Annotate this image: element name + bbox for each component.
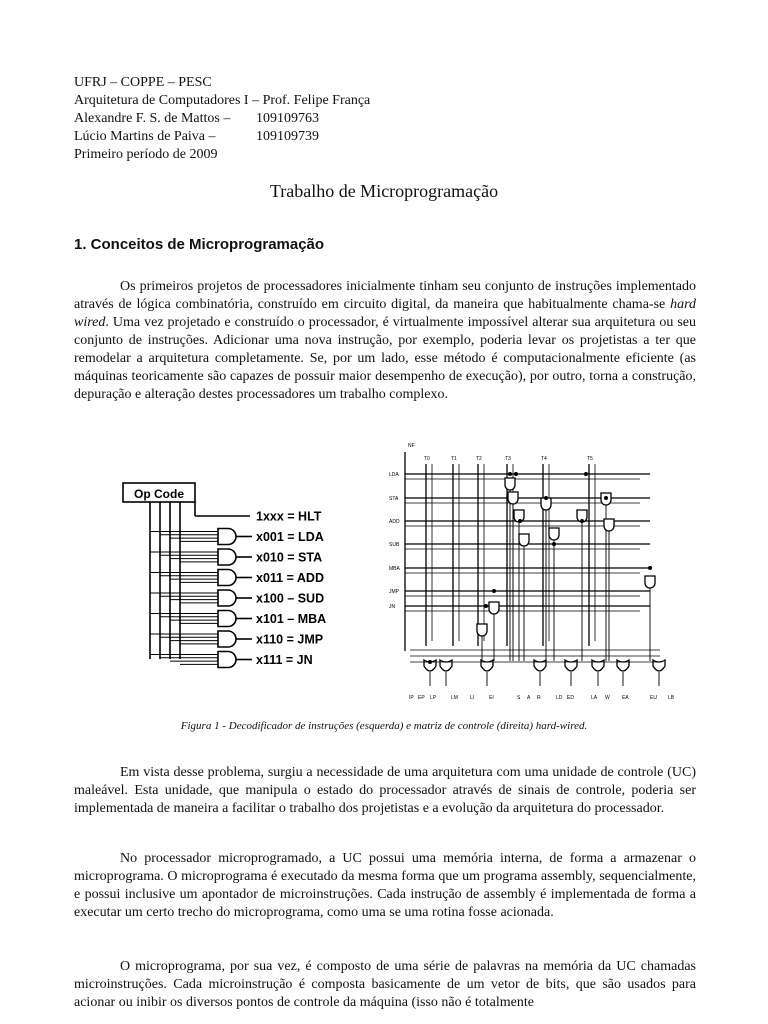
document-header [74, 74, 370, 164]
decoder-output-label: x011 = ADD [256, 571, 324, 585]
signal-label: ED [567, 695, 574, 701]
junction-dot [648, 566, 652, 570]
matrix-and-gate [477, 624, 487, 636]
student-id: 109109763 [256, 111, 319, 126]
signal-label: LP [430, 695, 437, 701]
matrix-and-gate [604, 519, 614, 531]
matrix-top-label: NF [408, 443, 415, 449]
opcode-label: Op Code [134, 487, 184, 501]
decoder-output-label: x010 = STA [256, 550, 323, 565]
signal-label: LM [451, 695, 458, 701]
time-label: T4 [541, 456, 547, 462]
time-label: T3 [505, 456, 511, 462]
decoder-output-label: x111 = JN [256, 653, 313, 667]
and-gate [218, 590, 236, 606]
junction-dot [584, 472, 588, 476]
junction-dot [514, 472, 518, 476]
paragraph-4: O microprograma, por sua vez, é composto de uma série de palavras na memória da UC chamadas microinstruções. Cada microinstrução é composta basicamente de um vetor de bits, que são usados para acionar ou inibir os diversos pontos de controle da máquina (isso não é totalmente [74, 959, 696, 1010]
header-line: Lúcio Martins de Paiva – 109109739 [74, 129, 319, 144]
signal-label: LA [591, 695, 598, 701]
signal-label: A [527, 695, 531, 701]
figure-caption: Figura 1 - Decodificador de instruções (esquerda) e matriz de controle (direita) hard-wired. [180, 720, 588, 732]
header-line: Alexandre F. S. de Mattos – 109109763 [74, 111, 319, 126]
junction-dot [508, 472, 512, 476]
decoder-output-label: x110 = JMP [256, 632, 324, 647]
header-line: Primeiro período de 2009 [74, 147, 218, 162]
and-gate [218, 611, 236, 627]
row-label: ADD [389, 519, 400, 525]
header-line: Arquitetura de Computadores I – Prof. Felipe França [74, 93, 371, 108]
decoder-output-label: 1xxx = HLT [256, 509, 322, 524]
row-label: JMP [389, 589, 399, 595]
junction-dot [484, 604, 488, 608]
matrix-and-gate [489, 602, 499, 614]
row-label: LDA [389, 472, 399, 478]
and-gate [218, 529, 236, 545]
instruction-decoder [123, 483, 252, 668]
matrix-and-gate [505, 478, 515, 490]
junction-dot [604, 496, 608, 500]
junction-dot [492, 589, 496, 593]
student-id: 109109739 [256, 129, 319, 144]
time-label: T1 [451, 456, 457, 462]
junction-dot [544, 496, 548, 500]
signal-label: LI [470, 695, 475, 701]
paragraph-2: Em vista desse problema, surgiu a necessidade de uma arquitetura com uma unidade de controle (UC) maleável. Esta unidade, que manipula o estado do processador através de sinais de controle, poderia ser implementada de maneira a facilitar o trabalho dos projetistas e a evolução da arquitetura do processador. [74, 765, 696, 816]
signal-label: EI [489, 695, 494, 701]
signal-label: W [605, 695, 610, 701]
signal-label: S [517, 695, 521, 701]
row-label: STA [389, 496, 399, 502]
signal-label: R [537, 695, 541, 701]
section-heading: 1. Conceitos de Microprogramação [74, 236, 325, 253]
matrix-and-gate [519, 534, 529, 546]
decoder-output-label: x101 – MBA [256, 612, 327, 626]
figure-1 [0, 436, 768, 716]
and-gate [218, 570, 236, 586]
signal-label: EA [622, 695, 629, 701]
matrix-and-gate [645, 576, 655, 588]
matrix-and-gate [549, 528, 559, 540]
row-label: MBA [389, 566, 400, 572]
paragraph-1: Os primeiros projetos de processadores inicialmente tinham seu conjunto de instruções implementado através de lógica combinatória, construído em circuito digital, da maneira que habitualmente chama-se hard wired. Uma vez projetado e construído o processador, é virtualmente impossível alterar sua arquitetura ou seu conjunto de instruções. Adicionar uma nova instrução, por exemplo, poderia levar os projetistas a ter que remodelar a arquitetura completamente. Se, por um lado, esse método é computacionalmente eficiente (as máquinas teoricamente são capazes de possuir maior desempenho de execução), por outro, torna a construção, depuração e alteração destes processadores um trabalho complexo. [74, 279, 696, 402]
decoder-output-label: x001 = LDA [256, 530, 324, 544]
row-label: SUB [389, 542, 400, 548]
signal-label: EU [650, 695, 657, 701]
control-matrix [405, 452, 665, 686]
junction-dot [428, 660, 432, 664]
signal-label: EP [418, 695, 425, 701]
signal-label: LD [556, 695, 563, 701]
paragraph-3: No processador microprogramado, a UC possui uma memória interna, de forma a armazenar o microprograma. O microprograma é executado da mesma forma que um programa assembly, sequencialmente, e possui inclusive um apontador de microinstruções. Cada instrução de assembly é implementada de forma a executar um certo trecho do microprograma, como uma se uma rotina fosse acionada. [74, 851, 696, 920]
time-label: T5 [587, 456, 593, 462]
time-label: T0 [424, 456, 430, 462]
matrix-and-gate [508, 492, 518, 504]
junction-dot [580, 519, 584, 523]
decoder-output-labels [256, 510, 326, 668]
and-gate [218, 631, 236, 647]
signal-label: LB [668, 695, 675, 701]
document-title: Trabalho de Microprogramação [269, 181, 499, 201]
and-gate [218, 549, 236, 565]
and-gate [218, 652, 236, 668]
signal-label: IP [409, 695, 414, 701]
junction-dot [518, 519, 522, 523]
decoder-output-label: x100 – SUD [256, 591, 325, 606]
header-line: UFRJ – COPPE – PESC [74, 75, 212, 90]
time-label: T2 [476, 456, 482, 462]
row-label: JN [389, 604, 396, 610]
junction-dot [552, 542, 556, 546]
